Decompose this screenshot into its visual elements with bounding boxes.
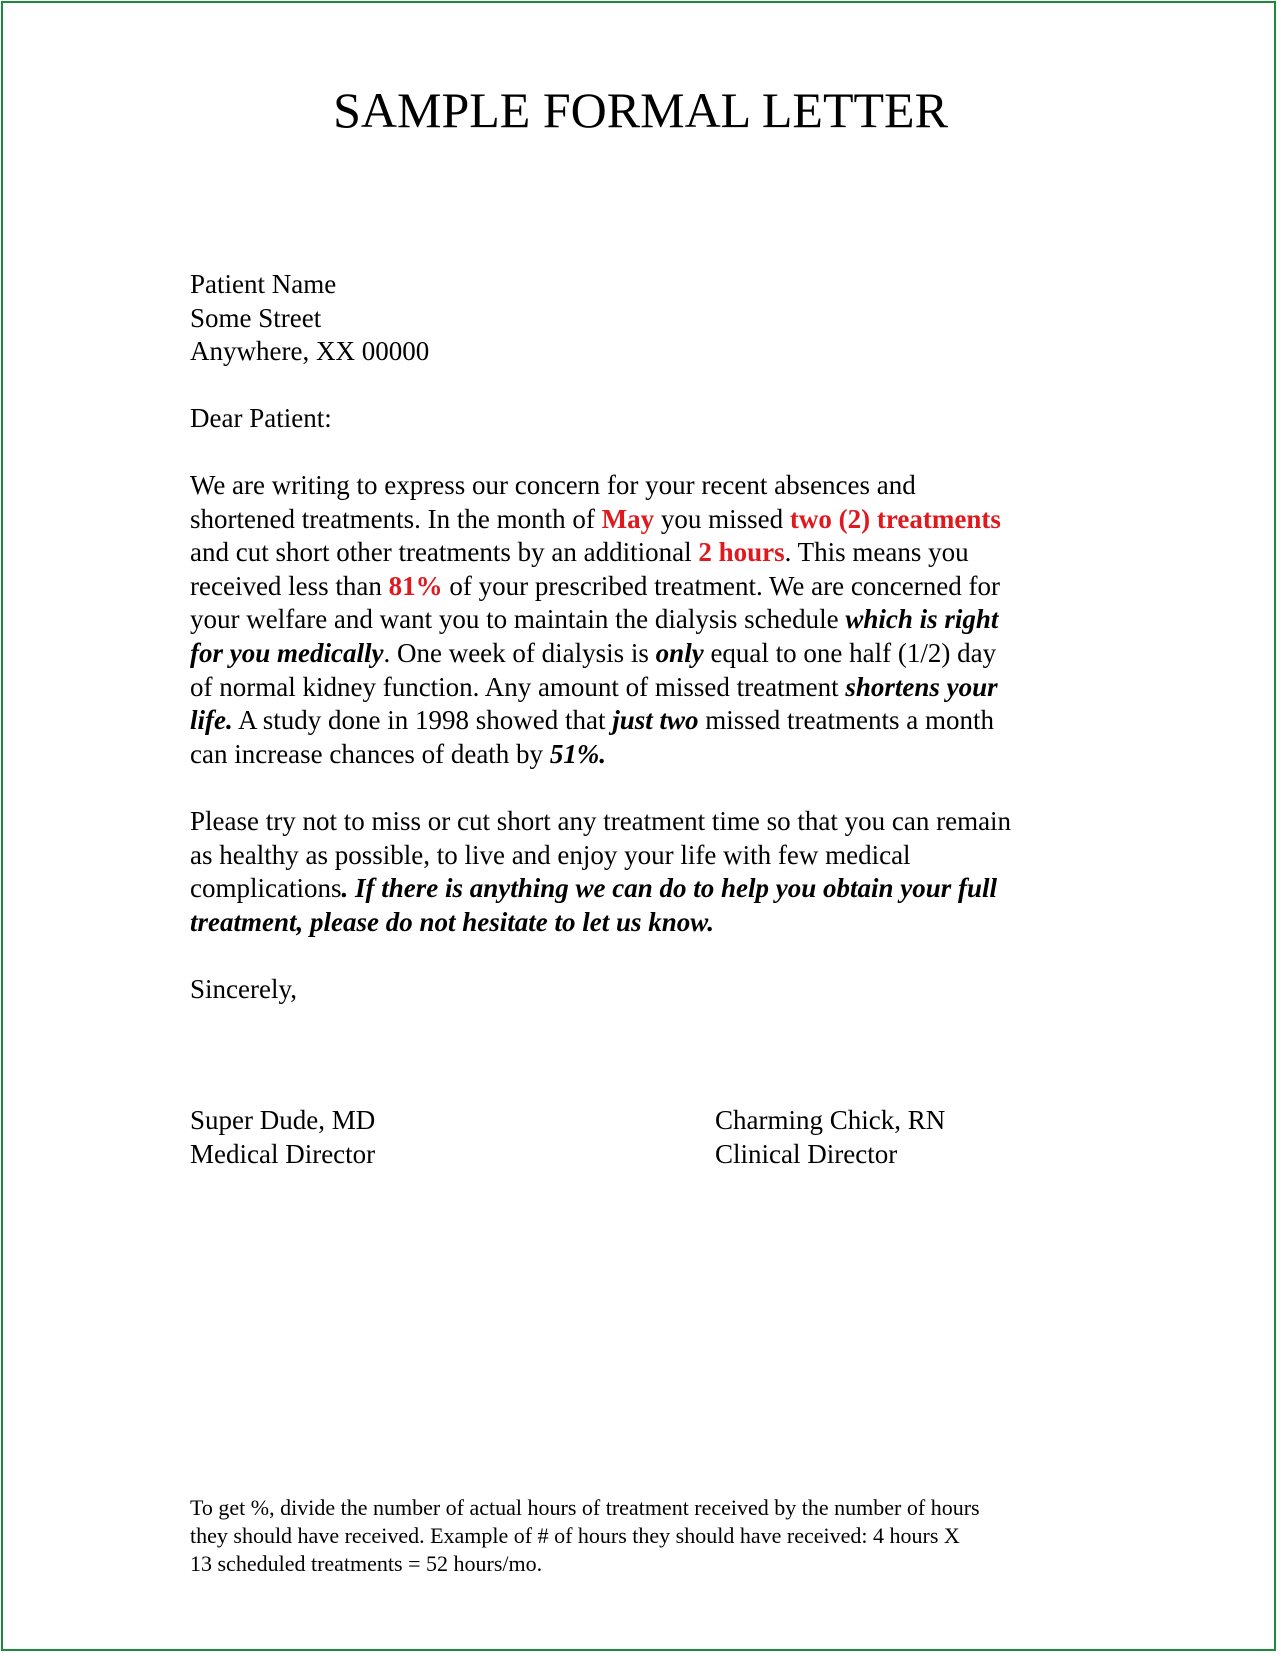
p1-line-4 (190, 570, 1090, 604)
emphasis-text: . If there is anything we can do to help you obtain your full (341, 873, 998, 904)
emphasis-text: life. (190, 705, 233, 736)
footnote-line-3: 13 scheduled treatments = 52 hours/mo. (190, 1551, 543, 1576)
p1-text: . One week of dialysis is (383, 637, 656, 668)
signature-name: Charming Chick, RN (715, 1105, 946, 1135)
p1-text: equal to one half (1/2) day (703, 637, 997, 668)
p1-line-7 (190, 671, 1090, 705)
signature-clinical-director (715, 1103, 945, 1171)
p1-line-5 (190, 603, 1090, 637)
p1-text: and cut short other treatments by an additional (190, 537, 699, 568)
footnote (190, 1494, 1110, 1578)
footnote-line-1: To get %, divide the number of actual hours of treatment received by the number of hours (190, 1495, 980, 1520)
p1-line-9 (190, 738, 1090, 772)
signature-medical-director (190, 1103, 375, 1171)
emphasis-text: for you medically (190, 637, 384, 668)
footnote-line-2: they should have received. Example of # of hours they should have received: 4 hours X (190, 1523, 960, 1548)
p1-text: We are writing to express our concern for your recent absences and (190, 470, 916, 500)
emphasis-text: just two (612, 705, 699, 736)
letter-title: SAMPLE FORMAL LETTER (333, 82, 948, 138)
p2-text: complications (190, 873, 342, 904)
recipient-address (190, 268, 1090, 369)
p1-text: A study done in 1998 showed that (232, 705, 613, 736)
signature-role: Medical Director (190, 1139, 376, 1169)
highlight-month: May (601, 503, 655, 534)
salutation: Dear Patient: (190, 403, 332, 433)
body-paragraph-1 (190, 469, 1090, 771)
signature-name: Super Dude, MD (190, 1105, 376, 1135)
p1-text: your welfare and want you to maintain the dialysis schedule (190, 604, 846, 635)
p1-line-2 (190, 503, 1090, 537)
p1-line-8 (190, 704, 1090, 738)
body-paragraph-2 (190, 805, 1090, 939)
highlight-hours: 2 hours (698, 537, 785, 568)
p1-line-1 (190, 469, 1090, 503)
highlight-missed-treatments: two (2) treatments (789, 503, 1001, 534)
emphasis-text: 51%. (549, 738, 607, 769)
p1-line-3 (190, 536, 1090, 570)
signature-role: Clinical Director (715, 1139, 898, 1169)
p1-text: you missed (654, 503, 790, 534)
address-city: Anywhere, XX 00000 (190, 336, 430, 367)
p2-line-1: Please try not to miss or cut short any treatment time so that you can remain (190, 806, 1012, 836)
p1-line-6 (190, 637, 1090, 671)
highlight-percent: 81% (388, 570, 443, 601)
emphasis-text: shortens your (845, 671, 998, 702)
p2-line-4: treatment, please do not hesitate to let us know. (190, 906, 715, 937)
address-street: Some Street (190, 302, 322, 333)
p1-text: of normal kidney function. Any amount of missed treatment (190, 671, 846, 702)
p1-text: can increase chances of death by (190, 738, 550, 769)
closing: Sincerely, (190, 974, 297, 1004)
p1-text: missed treatments a month (698, 705, 994, 736)
p1-text: received less than (190, 570, 389, 601)
p1-text: shortened treatments. In the month of (190, 503, 602, 534)
p2-line-3 (190, 872, 1090, 906)
emphasis-text: which is right (845, 604, 999, 635)
p1-text: . This means you (784, 537, 969, 568)
p2-line-2: as healthy as possible, to live and enjoy your life with few medical (190, 839, 911, 870)
address-name: Patient Name (190, 269, 337, 299)
emphasis-text: only (655, 637, 704, 668)
p1-text: of your prescribed treatment. We are concerned for (442, 570, 1000, 601)
